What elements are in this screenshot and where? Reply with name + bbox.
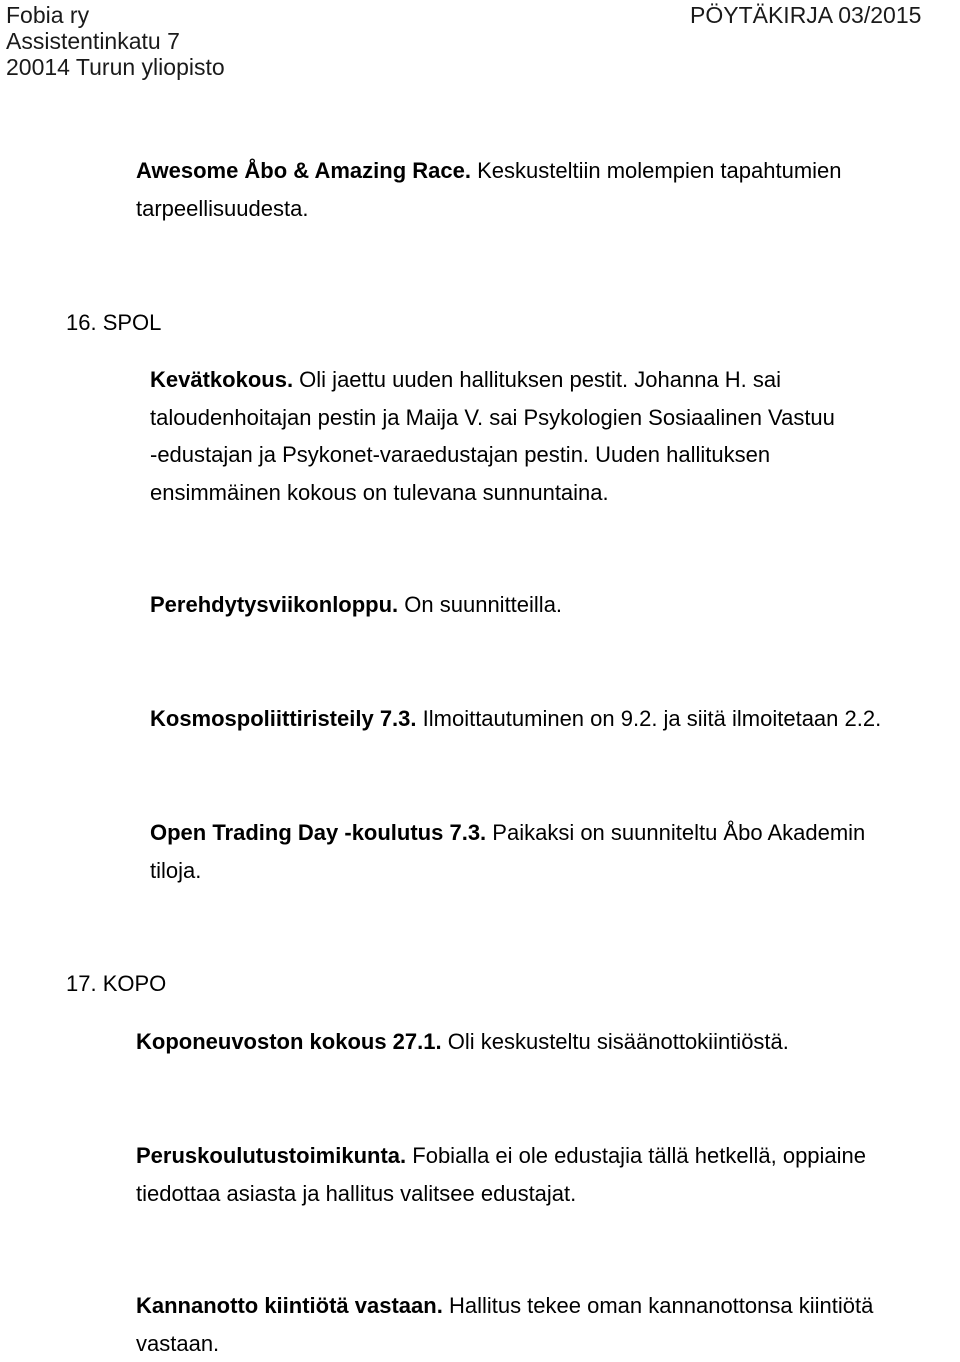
section-heading-kopo: 17. KOPO <box>66 965 166 1003</box>
item-kevatkokous-line2: taloudenhoitajan pestin ja Maija V. sai Psykologien Sosiaalinen Vastuu <box>150 399 835 437</box>
item-peruskoulutus-line2: tiedottaa asiasta ja hallitus valitsee edustajat. <box>136 1175 866 1213</box>
item-kevatkokous-line4: ensimmäinen kokous on tulevana sunnuntaina. <box>150 474 835 512</box>
item-kannanotto <box>136 1287 873 1362</box>
item-awesome-line2: tarpeellisuudesta. <box>136 190 842 228</box>
item-open-trading <box>150 814 865 889</box>
item-open-trading-line1: Open Trading Day -koulutus 7.3. Paikaksi on suunniteltu Åbo Akademin <box>150 814 865 852</box>
org-name: Fobia ry <box>6 2 89 29</box>
item-kevatkokous-line3: -edustajan ja Psykonet-varaedustajan pestin. Uuden hallituksen <box>150 436 835 474</box>
item-kevatkokous-line1: Kevätkokous. Oli jaettu uuden hallituksen pestit. Johanna H. sai <box>150 361 835 399</box>
item-open-trading-line2: tiloja. <box>150 852 865 890</box>
item-koponeuvosto <box>136 1023 789 1061</box>
item-peruskoulutus-line1: Peruskoulutustoimikunta. Fobialla ei ole edustajia tällä hetkellä, oppiaine <box>136 1137 866 1175</box>
item-perehdytys-line1: Perehdytysviikonloppu. On suunnitteilla. <box>150 586 562 624</box>
document-title: PÖYTÄKIRJA 03/2015 <box>690 2 921 29</box>
item-awesome-line1: Awesome Åbo & Amazing Race. Keskusteltiin molempien tapahtumien <box>136 152 842 190</box>
item-peruskoulutus <box>136 1137 866 1212</box>
item-koponeuvosto-line1: Koponeuvoston kokous 27.1. Oli keskusteltu sisäänottokiintiöstä. <box>136 1023 789 1061</box>
section-heading-spol: 16. SPOL <box>66 304 161 342</box>
item-kannanotto-line2: vastaan. <box>136 1325 873 1362</box>
address-line-2: 20014 Turun yliopisto <box>6 54 225 81</box>
item-kosmos-line1: Kosmospoliittiristeily 7.3. Ilmoittautuminen on 9.2. ja siitä ilmoitetaan 2.2. <box>150 700 881 738</box>
item-kosmos <box>150 700 881 738</box>
address-line-1: Assistentinkatu 7 <box>6 28 180 55</box>
item-kannanotto-line1: Kannanotto kiintiötä vastaan. Hallitus tekee oman kannanottonsa kiintiötä <box>136 1287 873 1325</box>
item-awesome <box>136 152 842 227</box>
item-kevatkokous <box>150 361 835 511</box>
item-perehdytys <box>150 586 562 624</box>
